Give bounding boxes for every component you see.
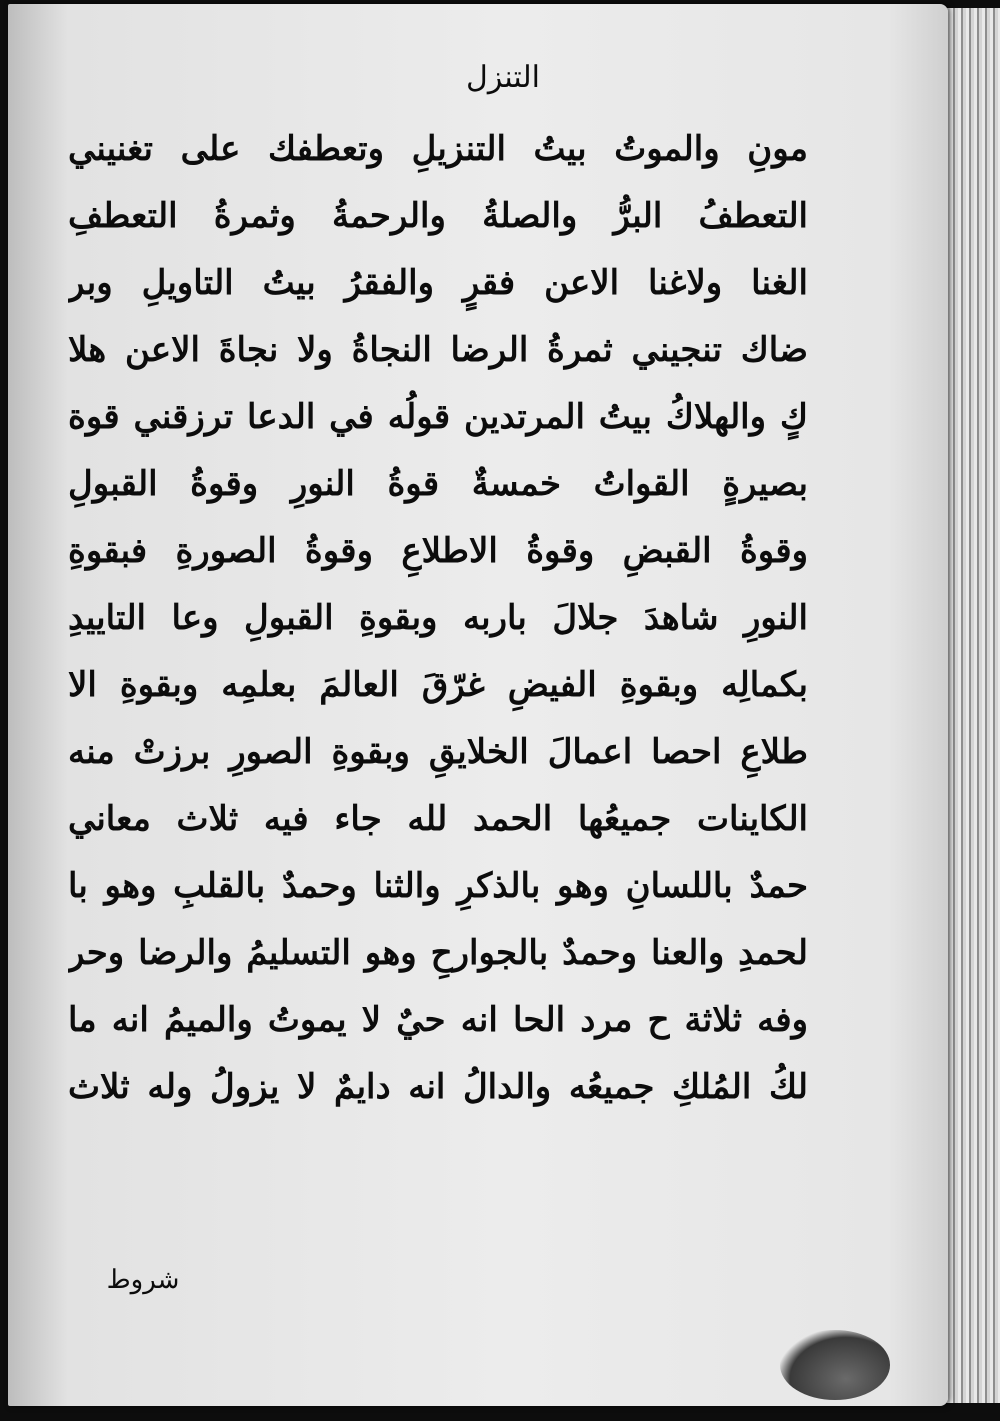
text-line: حمدٌ باللسانِ وهو بالذكرِ والثنا وحمدٌ بالقلبِ وهو با <box>68 866 808 906</box>
text-line: التعطفُ البرُّ والصلةُ والرحمةُ وثمرةُ التعطفِ <box>68 196 808 236</box>
text-line: لكُ المُلكِ جميعُه والدالُ انه دايمٌ لا يزولُ وله ثلاث <box>68 1067 808 1107</box>
text-line: ضاك تنجيني ثمرةُ الرضا النجاةُ ولا نجاةَ الاعن هلا <box>68 330 808 370</box>
text-line: الكاينات جميعُها الحمد لله جاء فيه ثلاث معاني <box>68 799 808 839</box>
text-block <box>68 116 808 1121</box>
page-stack-edge <box>940 8 1000 1403</box>
page-header: التنزل <box>466 60 540 95</box>
manuscript-page <box>8 4 948 1406</box>
text-line: بكمالِه وبقوةِ الفيضِ غرّقَ العالمَ بعلمِه وبقوةِ الا <box>68 665 808 705</box>
text-line: مونِ والموتُ بيتُ التنزيلِ وتعطفك على تغنيني <box>68 129 808 169</box>
thumb-shadow <box>780 1330 890 1400</box>
text-line: وفه ثلاثة ح مرد الحا انه حيٌ لا يموتُ والميمُ انه ما <box>68 1000 808 1040</box>
text-line: بصيرةٍ القواتُ خمسةٌ قوةُ النورِ وقوةُ القبولِ <box>68 464 808 504</box>
text-line: الغنا ولاغنا الاعن فقرٍ والفقرُ بيتُ التاويلِ وبر <box>68 263 808 303</box>
text-line: النورِ شاهدَ جلالَ باربه وبقوةِ القبولِ وعا التاييدِ <box>68 598 808 638</box>
text-line: وقوةُ القبضِ وقوةُ الاطلاعِ وقوةُ الصورةِ فبقوةِ <box>68 531 808 571</box>
text-line: كٍ والهلاكُ بيتُ المرتدين قولُه في الدعا ترزقني قوة <box>68 397 808 437</box>
catchword: شروط <box>106 1265 180 1295</box>
text-line: لحمدِ والعنا وحمدٌ بالجوارحِ وهو التسليمُ والرضا وحر <box>68 933 808 973</box>
text-line: طلاعِ احصا اعمالَ الخلايقِ وبقوةِ الصورِ برزتْ منه <box>68 732 808 772</box>
